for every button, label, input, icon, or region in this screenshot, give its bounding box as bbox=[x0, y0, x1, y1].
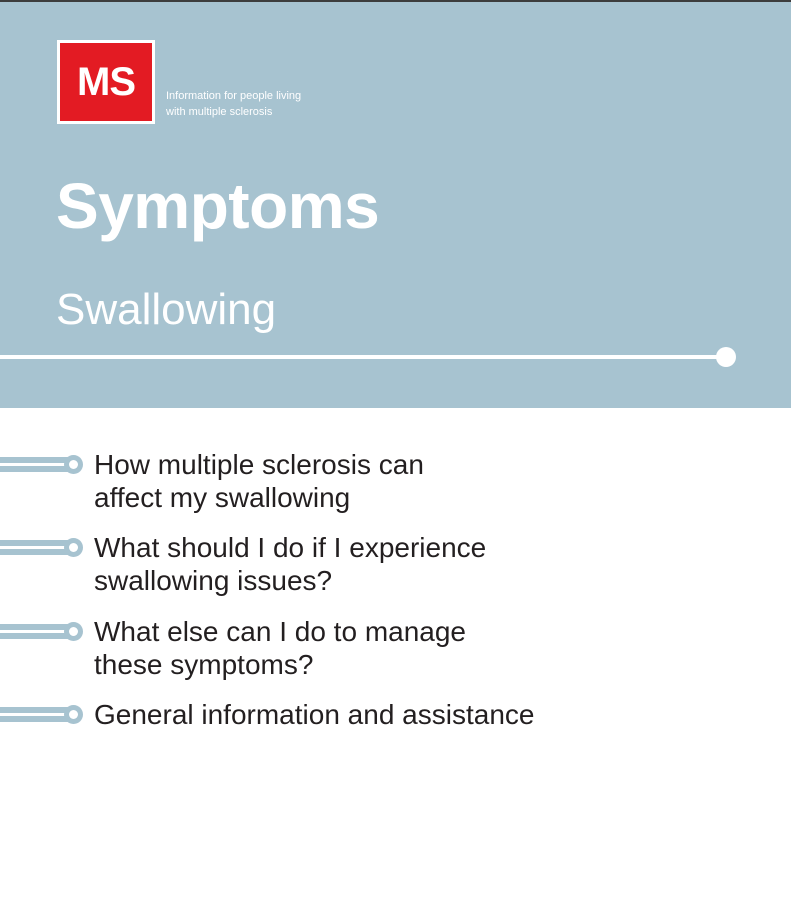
ms-logo-text: MS bbox=[77, 59, 135, 104]
contents-item-text bbox=[94, 698, 534, 731]
page-title: Symptoms bbox=[56, 170, 380, 242]
contents-item-line-1: How multiple sclerosis can bbox=[94, 449, 424, 480]
connector-bullet-icon bbox=[0, 705, 86, 724]
ms-logo bbox=[57, 40, 155, 124]
tagline-line-2: with multiple sclerosis bbox=[166, 106, 273, 118]
contents-item-text bbox=[94, 448, 424, 514]
contents-item-line-1: General information and assistance bbox=[94, 699, 535, 730]
contents-item-line-2: these symptoms? bbox=[94, 649, 314, 680]
header-divider-line bbox=[0, 355, 720, 359]
contents-item-line-2: affect my swallowing bbox=[94, 482, 351, 513]
contents-item-line-1: What should I do if I experience bbox=[94, 532, 487, 563]
contents-item-line-2: swallowing issues? bbox=[94, 565, 333, 596]
page-subtitle: Swallowing bbox=[56, 285, 277, 334]
connector-bullet-icon bbox=[0, 622, 86, 641]
connector-bullet-icon bbox=[0, 538, 86, 557]
ms-logo-badge bbox=[60, 43, 152, 121]
contents-item-line-1: What else can I do to manage bbox=[94, 616, 466, 647]
brand-tagline bbox=[166, 88, 301, 120]
cover-header bbox=[0, 2, 791, 408]
tagline-line-1: Information for people living bbox=[166, 90, 302, 102]
connector-bullet-icon bbox=[0, 455, 86, 474]
contents-item-text bbox=[94, 531, 486, 597]
header-divider-dot bbox=[716, 347, 736, 367]
contents-item-text bbox=[94, 615, 466, 681]
